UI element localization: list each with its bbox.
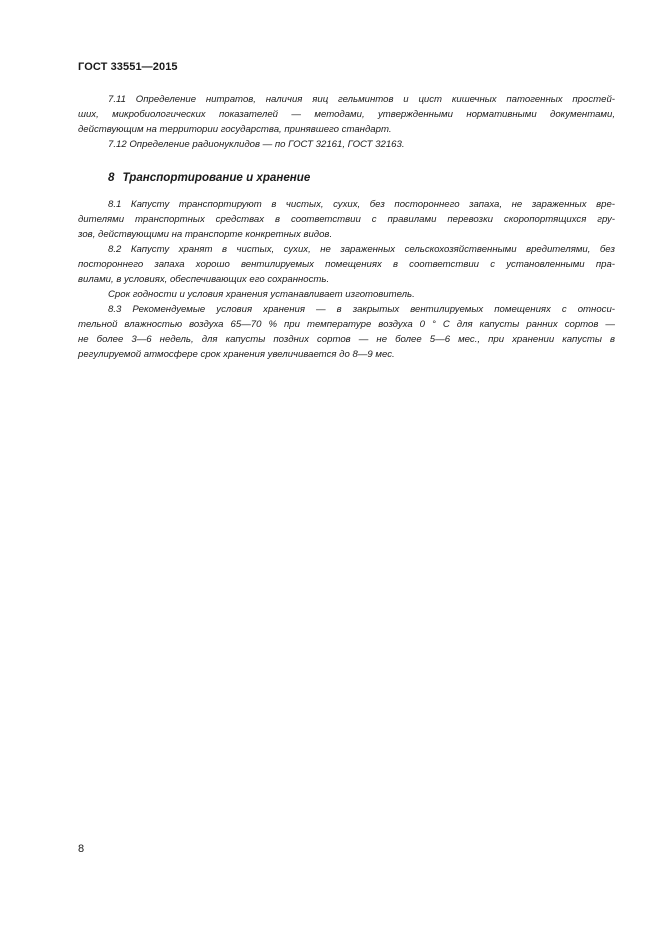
section-number: 8	[108, 171, 115, 184]
paragraph-line: зов, действующими на транспорте конкретных видов.	[78, 229, 333, 240]
paragraph-line: 8.1 Капусту транспортируют в чистых, сухих, без постороннего запаха, не зараженных вре-	[108, 199, 615, 210]
paragraph-line: не более 3—6 недель, для капусты поздних сортов — не более 5—6 мес., при хранении капусты в	[78, 334, 615, 345]
paragraph-7-12	[78, 137, 615, 152]
paragraph-line: действующим на территории государства, принявшего стандарт.	[78, 124, 392, 135]
document-body	[78, 92, 615, 362]
page-number: 8	[78, 843, 85, 855]
paragraph-line: 8.2 Капусту хранят в чистых, сухих, не зараженных сельскохозяйственными вредителями, без	[108, 244, 615, 255]
paragraph-line: дителями транспортных средствах в соответствии с правилами перевозки скоропортящихся гру-	[78, 214, 615, 225]
paragraph-8-3	[78, 302, 615, 362]
paragraph-line: постороннего запаха хорошо вентилируемых помещениях в соответствии с установленными пра-	[78, 259, 615, 270]
paragraph-line: 7.12 Определение радионуклидов — по ГОСТ 32161, ГОСТ 32163.	[108, 139, 405, 150]
section-heading-8	[108, 170, 615, 185]
paragraph-8-1	[78, 197, 615, 242]
section-title: Транспортирование и хранение	[122, 171, 311, 184]
paragraph-line: ших, микробиологических показателей — методами, утвержденными нормативными документами,	[78, 109, 615, 120]
paragraph-line: Срок годности и условия хранения устанавливает изготовитель.	[108, 289, 415, 300]
paragraph-line: регулируемой атмосфере срок хранения увеличивается до 8—9 мес.	[78, 349, 395, 360]
paragraph-line: вилами, в условиях, обеспечивающих его сохранность.	[78, 274, 330, 285]
paragraph-line: тельной влажностью воздуха 65—70 % при температуре воздуха 0 ° С для капусты ранних сортов —	[78, 319, 615, 330]
paragraph-line: 8.3 Рекомендуемые условия хранения — в закрытых вентилируемых помещениях с относи-	[108, 304, 615, 315]
document-code-header: ГОСТ 33551—2015	[78, 61, 178, 73]
paragraph-line: 7.11 Определение нитратов, наличия яиц гельминтов и цист кишечных патогенных простей-	[108, 94, 615, 105]
paragraph-8-2	[78, 242, 615, 287]
paragraph-7-11	[78, 92, 615, 137]
paragraph-8-2-shelf-life	[78, 287, 615, 302]
